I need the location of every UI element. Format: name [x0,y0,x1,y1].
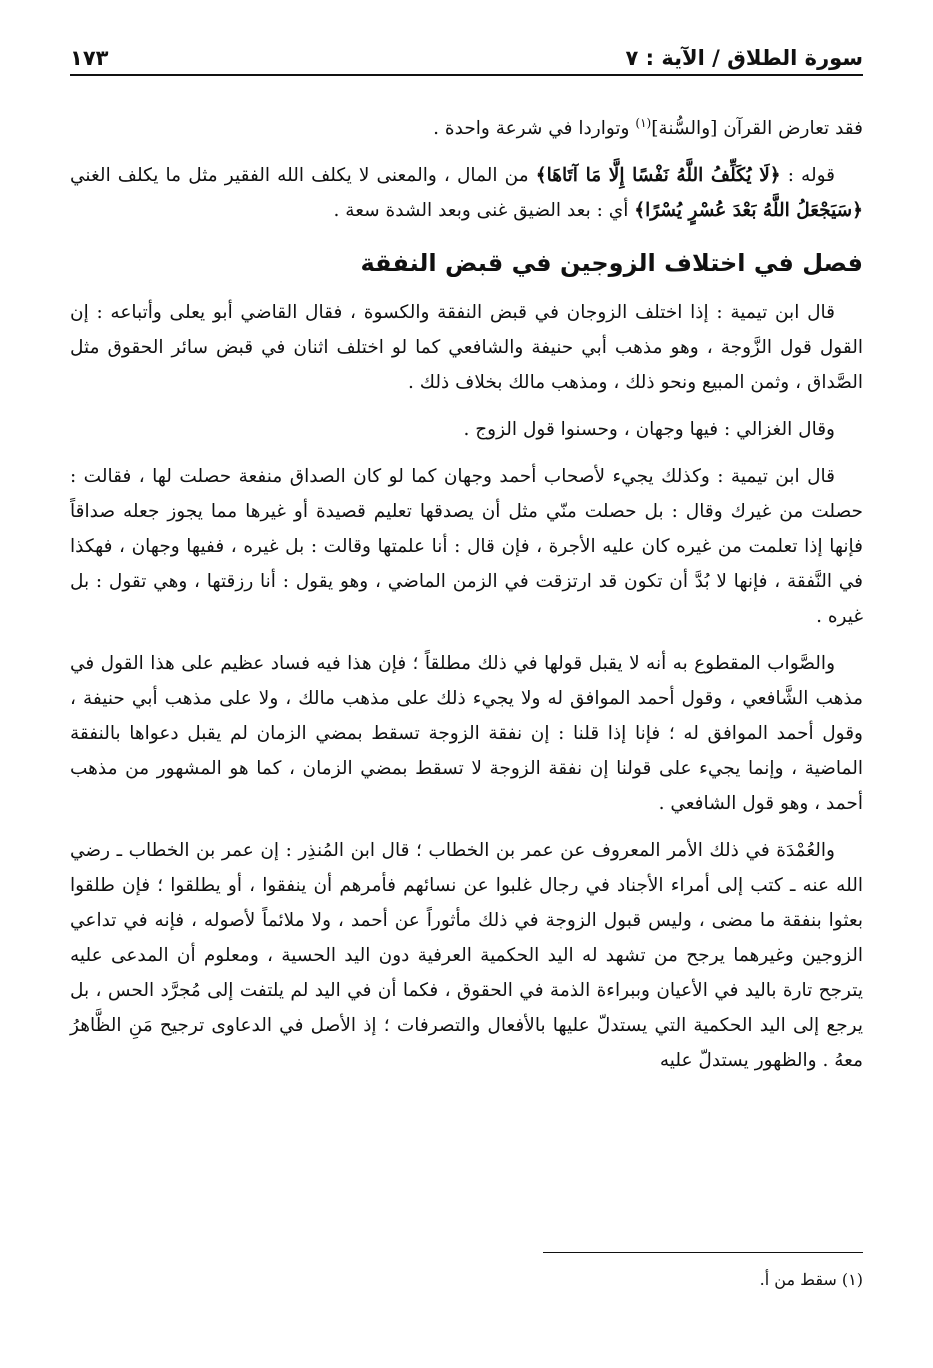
paragraph: والصَّواب المقطوع به أنه لا يقبل قولها في ذلك مطلقاً ؛ فإن هذا فيه فساد عظيم على هذا القول في مذهب الشَّافعي ، وقول أحمد الموافق له ولا يجيء ذلك على مذهب مالك ، ولا على مذهب أبي حنيفة ، وقول أحمد الموافق له ؛ فإنا إذا قلنا : إن نفقة الزوجة تسقط بمضي الزمان لم يقبل دعواها بالنفقة الماضية ، وإنما يجيء على قولنا إن نفقة الزوجة لا تسقط بمضي الزمان ، كما هو المشهور من مذهب أحمد ، وهو قول الشافعي . [70,653,863,815]
book-page [70,30,863,1350]
paragraph: قال ابن تيمية : وكذلك يجيء لأصحاب أحمد وجهان كما لو كان الصداق منفعة حصلت لها ، فقالت : حصلت من غيرك وقال : بل حصلت منّي مثل أن يصدقها تعليم قصيدة أو غيرها مما يجوز جعله صداقاً فإنها إذا تعلمت من غيره كان عليه الأجرة ، فإن قال : أنا علمتها وقالت : بل غيره ، ففيها وجهان ، فهكذا في النَّفقة ، فإنها لا بُدَّ أن تكون قد ارتزقت في الزمن الماضي ، وهو يقول : أنا رزقتها ، وهي تقول : بل غيره . [70,466,863,628]
intro-text-start: فقد تعارض القرآن [والسُّنة] [651,118,863,140]
page-number: ١٧٣ [70,46,109,70]
commentary-start: قوله : [780,165,835,187]
footnote-text: سقط من أ. [759,1270,837,1289]
verse-commentary-paragraph [70,158,863,228]
footnote-marker: (١) [841,1270,863,1289]
running-title: سورة الطلاق / الآية : ٧ [625,46,863,70]
commentary-middle: من المال ، والمعنى لا يكلف الله الفقير مثل ما يكلف الغني [70,165,536,187]
commentary-end: أي : بعد الضيق غنى وبعد الشدة سعة . [333,200,635,222]
paragraph: وقال الغزالي : فيها وجهان ، وحسنوا قول الزوج . [463,419,835,441]
footnote-divider [543,1252,863,1253]
intro-paragraph [70,106,863,146]
footnote-reference: (١) [635,116,652,130]
quran-verse-1: ﴿لَا يُكَلِّفُ اللَّهُ نَفْسًا إِلَّا مَا آتَاهَا﴾ [535,165,781,187]
running-header [70,30,863,76]
paragraph: والعُمْدَة في ذلك الأمر المعروف عن عمر بن الخطاب ؛ قال ابن المُنذِر : إن عمر بن الخطاب ـ رضي الله عنه ـ كتب إلى أمراء الأجناد في رجال غلبوا عن نسائهم فأمرهم أن ينفقوا ، أو يطلقوا ؛ فإن طلقوا بعثوا بنفقة ما مضى ، وليس قبول الزوجة في ذلك مأثوراً عن أحمد ، ولا ملائماً لأصوله ، فإنه في تداعي الزوجين وغيرهما يرجح من تشهد له اليد الحكمية العرفية دون اليد الحسية ، ومعلوم أن المدعى عليه يترجح تارة باليد في الأعيان وببراءة الذمة في الحقوق ، فكما أن في اليد لم يلتفت إلى مُجرَّد الحس ، بل يرجع إلى اليد الحكمية التي يستدلّ عليها بالأفعال والتصرفات ؛ إذ الأصل في الدعاوى ترجيح مَنِ الظَّاهرُ معهُ . والظهور يستدلّ عليه [70,840,863,1072]
paragraph: قال ابن تيمية : إذا اختلف الزوجان في قبض النفقة والكسوة ، فقال القاضي أبو يعلى وأتباعه : إن القول قول الزَّوجة ، وهو مذهب أبي حنيفة والشافعي كما لو اختلف اثنان في قبض سائر الحقوق مثل الصَّداق ، وثمن المبيع ونحو ذلك ، ومذهب مالك بخلاف ذلك . [70,302,863,394]
section-heading: فصل في اختلاف الزوجين في قبض النفقة [360,249,863,278]
main-text [70,106,863,1078]
quran-verse-2: ﴿سَيَجْعَلُ اللَّهُ بَعْدَ عُسْرٍ يُسْرًا﴾ [634,200,863,222]
footnote [760,1270,863,1289]
intro-text-end: وتواردا في شرعة واحدة . [433,118,636,140]
